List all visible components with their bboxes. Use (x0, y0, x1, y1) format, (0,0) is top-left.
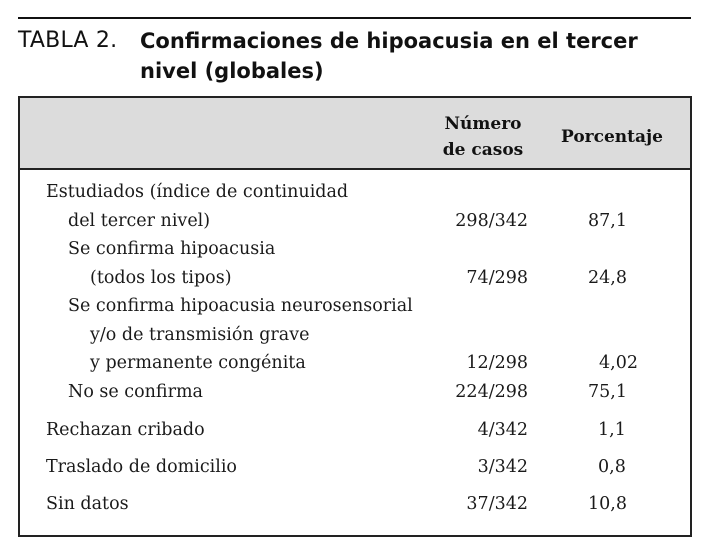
row-casos: 224/298 (455, 382, 528, 402)
row-porcentaje: 10,8 (588, 494, 627, 514)
row-label: No se confirma (68, 382, 203, 402)
data-table (18, 96, 692, 537)
row-label: Traslado de domicilio (46, 457, 237, 477)
row-label: Rechazan cribado (46, 420, 205, 440)
row-label: Estudiados (índice de continuidad (46, 182, 349, 202)
row-porcentaje: 75,1 (588, 382, 627, 402)
row-label: del tercer nivel) (68, 211, 211, 231)
table-row (20, 292, 690, 320)
row-label: Se confirma hipoacusia neurosensorial (68, 296, 413, 316)
table-row (20, 207, 690, 235)
row-porcentaje: 24,8 (588, 268, 627, 288)
row-porcentaje: 87,1 (588, 211, 627, 231)
table-caption-label: TABLA 2. (18, 28, 118, 53)
table-row (20, 416, 690, 444)
row-casos: 74/298 (466, 268, 528, 288)
table-header (20, 98, 690, 170)
row-label: y permanente congénita (90, 353, 306, 373)
header-numero-de-casos (430, 111, 536, 163)
row-label: (todos los tipos) (90, 268, 232, 288)
table-row (20, 378, 690, 406)
table-row (20, 178, 690, 206)
table-row (20, 453, 690, 481)
table-caption-title (140, 26, 680, 86)
header-numero-line-2: de casos (442, 140, 524, 160)
header-porcentaje: Porcentaje (561, 127, 663, 147)
top-rule (18, 17, 691, 19)
row-label: y/o de transmisión grave (90, 325, 310, 345)
table-row (20, 264, 690, 292)
table-row (20, 321, 690, 349)
header-numero-line-1: Número (444, 114, 522, 134)
table-caption-title-line-1: Confirmaciones de hipoacusia en el tercer (140, 29, 638, 53)
row-casos: 4/342 (477, 420, 528, 440)
row-porcentaje: 0,8 (598, 457, 626, 477)
table-row (20, 349, 690, 377)
table-caption-title-line-2: nivel (globales) (140, 59, 324, 83)
row-casos: 298/342 (455, 211, 528, 231)
row-label: Sin datos (46, 494, 129, 514)
row-casos: 12/298 (466, 353, 528, 373)
row-porcentaje: 1,1 (598, 420, 626, 440)
row-casos: 37/342 (466, 494, 528, 514)
row-porcentaje: 4,02 (599, 353, 638, 373)
row-label: Se confirma hipoacusia (68, 239, 276, 259)
row-casos: 3/342 (477, 457, 528, 477)
table-row (20, 490, 690, 518)
table-row (20, 235, 690, 263)
